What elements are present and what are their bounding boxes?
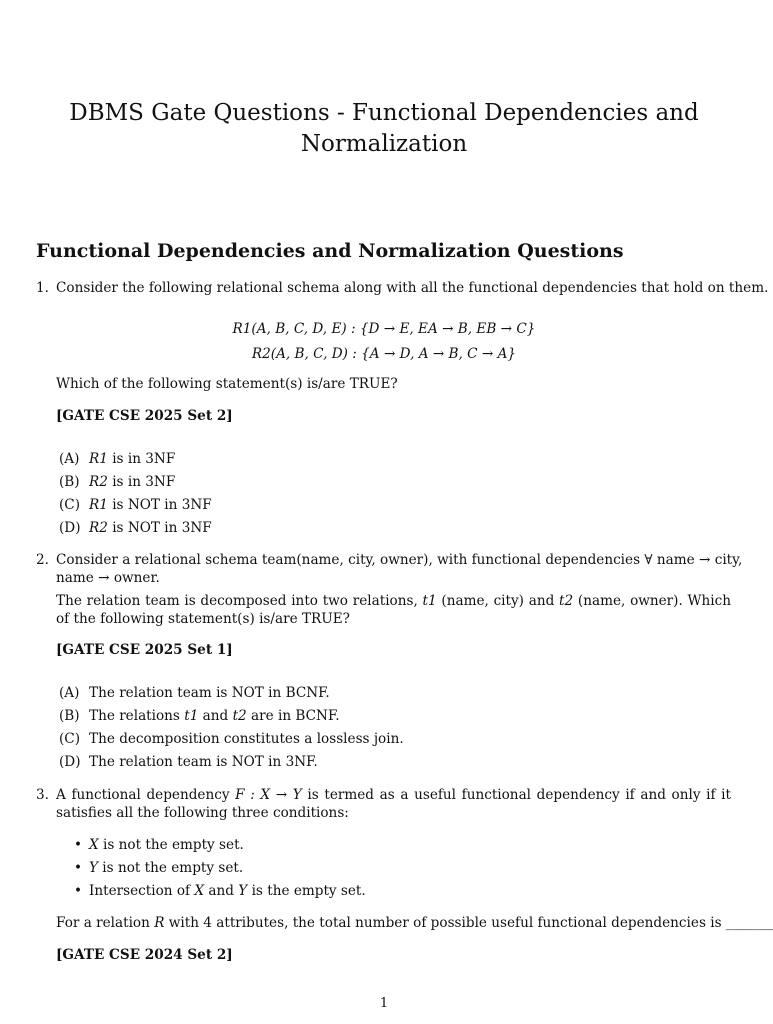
- q3-bullet-1: [74, 836, 244, 854]
- bullet-text: Intersection of: [89, 883, 195, 899]
- option-text: The decomposition constitutes a lossless join.: [89, 731, 404, 747]
- q2-para-b: (name, city) and: [436, 593, 560, 609]
- option-math: R2: [89, 520, 108, 536]
- q1-number: 1.: [36, 280, 49, 296]
- q3-bullet-3: [74, 882, 366, 900]
- q2-number: 2.: [36, 552, 49, 568]
- option-text: are in BCNF.: [246, 708, 340, 724]
- q3-question-b: with 4 attributes, the total number of possible useful functional dependencies is: [164, 915, 722, 931]
- option-math: R1: [89, 451, 108, 467]
- q3-intro-math: F : X → Y: [235, 787, 302, 803]
- q1-equation-r2: R2(A, B, C, D) : {A → D, A → B, C → A}: [251, 346, 517, 362]
- q3-number: 3.: [36, 787, 49, 803]
- bullet-math: X: [89, 837, 99, 853]
- option-label: (C): [59, 497, 81, 513]
- option-text: is NOT in 3NF: [107, 497, 212, 513]
- option-math: R2: [89, 474, 108, 490]
- option-label: (A): [59, 451, 80, 467]
- q1-intro: Consider the following relational schema along with all the functional dependencies that hold on them.: [56, 280, 769, 296]
- q3-question: [56, 914, 773, 932]
- document-title: DBMS Gate Questions - Functional Dependencies and Normalization: [69, 100, 699, 157]
- option-text: and: [198, 708, 233, 724]
- q2-t2: t2: [559, 593, 574, 609]
- q2-intro-line1: Consider a relational schema team(name, city, owner), with functional dependencies ∀ name → city,: [56, 552, 743, 568]
- section-heading: Functional Dependencies and Normalization Questions: [36, 240, 624, 262]
- q3-intro-a: A functional dependency: [56, 787, 236, 803]
- q1-question: Which of the following statement(s) is/are TRUE?: [56, 376, 398, 392]
- q1-option-d: [59, 519, 212, 537]
- q2-para-c: (name, owner). Which of the following statement(s) is/are TRUE?: [56, 593, 731, 627]
- option-text: The relation team is NOT in BCNF.: [89, 685, 330, 701]
- q3-question-math: R: [154, 915, 165, 931]
- option-text: The relation team is NOT in 3NF.: [89, 754, 318, 770]
- q2-option-c: [59, 730, 404, 748]
- answer-blank: _______: [725, 915, 773, 931]
- option-label: (B): [59, 708, 80, 724]
- bullet-icon: •: [74, 837, 83, 853]
- q2-paragraph: [56, 592, 731, 628]
- option-math: t1: [184, 708, 199, 724]
- q2-t1: t1: [422, 593, 437, 609]
- bullet-text: is the empty set.: [247, 883, 366, 899]
- q2-option-d: [59, 753, 318, 771]
- q1-equation-r1: R1(A, B, C, D, E) : {D → E, EA → B, EB → C}: [232, 321, 536, 337]
- bullet-icon: •: [74, 883, 83, 899]
- option-text: is NOT in 3NF: [107, 520, 212, 536]
- q1-option-a: [59, 450, 175, 468]
- q2-source: [GATE CSE 2025 Set 1]: [56, 642, 233, 658]
- option-label: (D): [59, 754, 81, 770]
- option-label: (D): [59, 520, 81, 536]
- q1-option-c: [59, 496, 212, 514]
- bullet-text: is not the empty set.: [97, 860, 244, 876]
- option-text: is in 3NF: [107, 451, 176, 467]
- q3-bullet-2: [74, 859, 243, 877]
- q1-source: [GATE CSE 2025 Set 2]: [56, 408, 233, 424]
- q3-question-a: For a relation: [56, 915, 155, 931]
- option-text: The relations: [89, 708, 185, 724]
- option-label: (B): [59, 474, 80, 490]
- q3-intro: [56, 786, 731, 822]
- bullet-math: Y: [89, 860, 98, 876]
- bullet-text: is not the empty set.: [98, 837, 244, 853]
- option-label: (C): [59, 731, 81, 747]
- bullet-math: X: [194, 883, 205, 899]
- q2-option-a: [59, 684, 330, 702]
- q3-intro-b: is termed as a useful functional dependency if and only if it satisfies all the following three conditions:: [56, 787, 731, 821]
- q3-source: [GATE CSE 2024 Set 2]: [56, 947, 233, 963]
- option-text: is in 3NF: [107, 474, 176, 490]
- page-number: 1: [379, 996, 389, 1011]
- option-math: t2: [232, 708, 247, 724]
- bullet-math: Y: [238, 883, 248, 899]
- q2-option-b: [59, 707, 340, 725]
- q2-intro-line2: name → owner.: [56, 570, 160, 586]
- option-math: R1: [89, 497, 108, 513]
- bullet-text: and: [204, 883, 239, 899]
- q2-para-a: The relation team is decomposed into two relations,: [56, 593, 423, 609]
- bullet-icon: •: [74, 860, 83, 876]
- option-label: (A): [59, 685, 80, 701]
- q1-option-b: [59, 473, 175, 491]
